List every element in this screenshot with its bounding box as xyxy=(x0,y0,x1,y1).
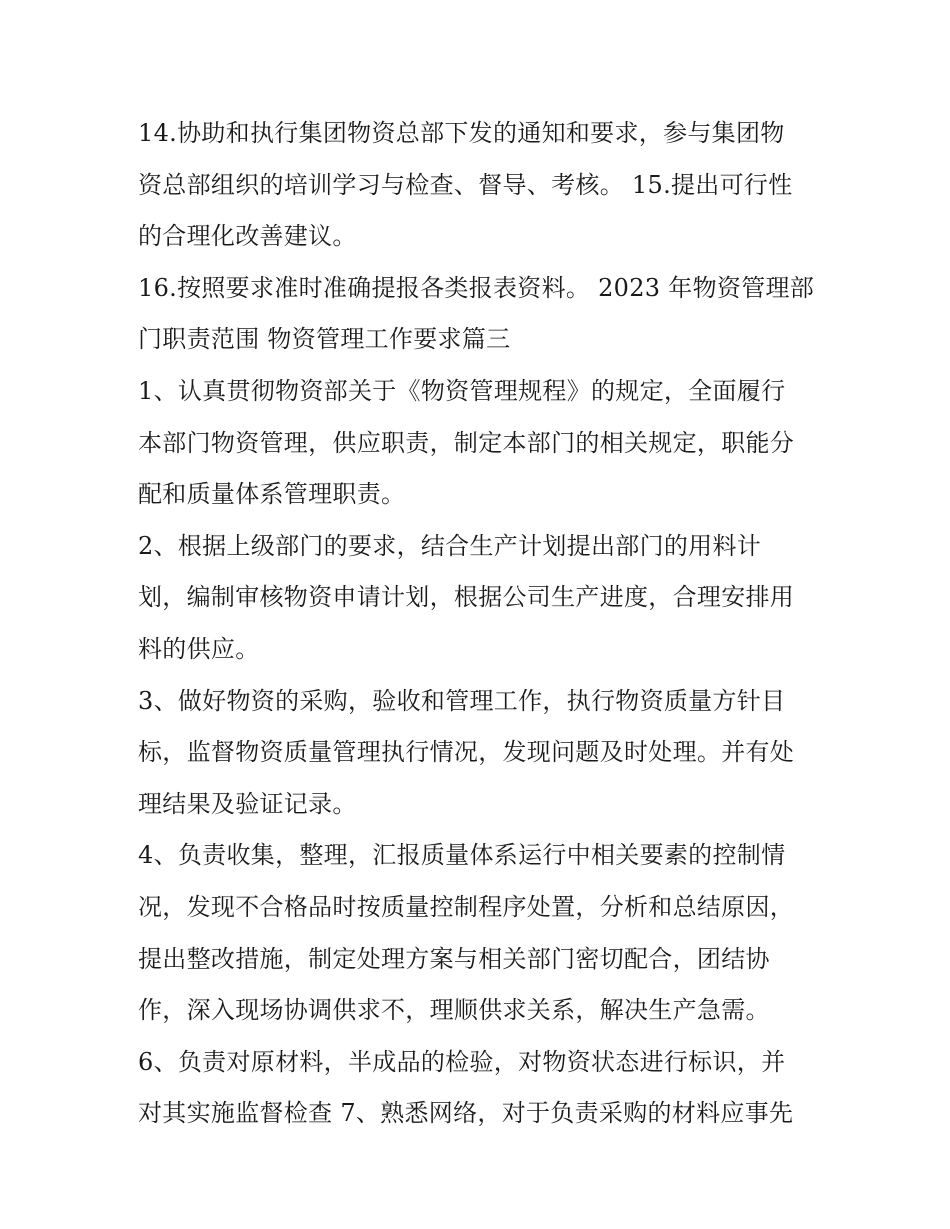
text-line: 料的供应。 xyxy=(138,634,260,663)
text-line: 6、负责对原材料，半成品的检验，对物资状态进行标识，并 xyxy=(138,1047,786,1076)
text-line: 16.按照要求准时准确提报各类报表资料。 2023 年物资管理部 xyxy=(138,273,815,302)
document-body xyxy=(138,108,828,1140)
text-line: 本部门物资管理，供应职责，制定本部门的相关规定，职能分 xyxy=(138,428,795,457)
text-line: 的合理化改善建议。 xyxy=(138,222,357,251)
text-line: 门职责范围 物资管理工作要求篇三 xyxy=(138,325,511,354)
text-line: 作，深入现场协调供求不，理顺供求关系，解决生产急需。 xyxy=(138,996,770,1025)
text-line: 提出整改措施，制定处理方案与相关部门密切配合，团结协 xyxy=(138,944,770,973)
text-line: 资总部组织的培训学习与检查、督导、考核。 15.提出可行性 xyxy=(138,170,793,199)
text-line: 划，编制审核物资申请计划，根据公司生产进度，合理安排用 xyxy=(138,583,795,612)
text-line: 2、根据上级部门的要求，结合生产计划提出部门的用料计 xyxy=(138,531,762,560)
text-line: 理结果及验证记录。 xyxy=(138,789,357,818)
text-line: 标，监督物资质量管理执行情况，发现问题及时处理。并有处 xyxy=(138,738,795,767)
text-line: 况，发现不合格品时按质量控制程序处置，分析和总结原因， xyxy=(138,892,795,921)
text-line: 3、做好物资的采购，验收和管理工作，执行物资质量方针目 xyxy=(138,686,786,715)
text-line: 14.协助和执行集团物资总部下发的通知和要求，参与集团物 xyxy=(138,119,785,147)
text-line: 对其实施监督检查 7、熟悉网络，对于负责采购的材料应事先 xyxy=(138,1099,794,1128)
text-line: 4、负责收集，整理，汇报质量体系运行中相关要素的控制情 xyxy=(138,841,786,870)
text-line: 1、认真贯彻物资部关于《物资管理规程》的规定，全面履行 xyxy=(138,376,786,405)
text-line: 配和质量体系管理职责。 xyxy=(138,480,406,509)
